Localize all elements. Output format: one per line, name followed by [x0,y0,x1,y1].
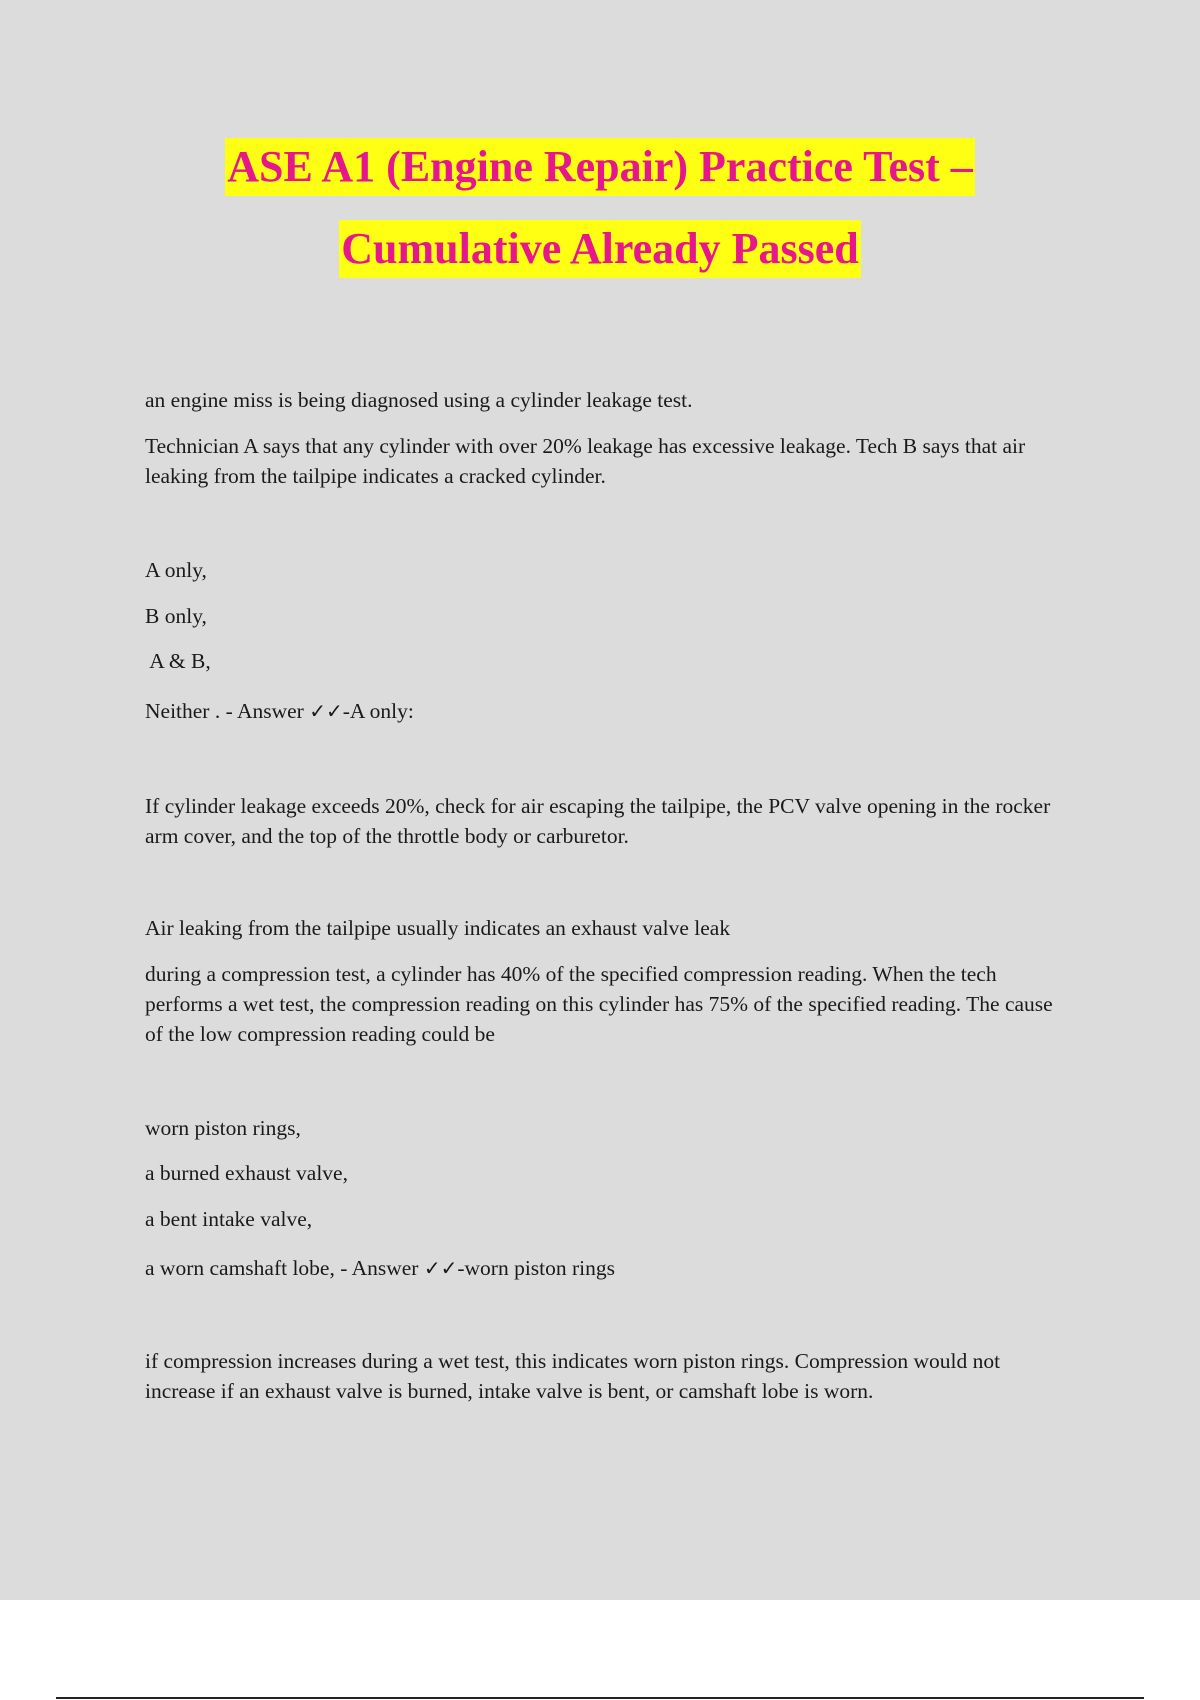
q2-explanation: if compression increases during a wet test, this indicates worn piston rings. Compression would not increase if an exhaust valve is burned, intake valve is bent, or camshaft lobe is worn. [145,1349,1001,1403]
q2-option-3: a bent intake valve, [145,1207,313,1231]
title-line-2: Cumulative Already Passed [339,220,860,278]
title-line-1: ASE A1 (Engine Repair) Practice Test – [225,138,975,196]
q1-option-3: A & B, [145,649,211,673]
document-title [0,138,1200,278]
q1-option-2: B only, [145,604,207,628]
q1-explanation: If cylinder leakage exceeds 20%, check for air escaping the tailpipe, the PCV valve opening in the rocker arm cover, and the top of the throttle body or carburetor. [145,794,1051,848]
q2-prompt: during a compression test, a cylinder has 40% of the specified compression reading. When the tech performs a wet test, the compression reading on this cylinder has 75% of the specified reading. The cause of the low compression reading could be [145,962,1053,1046]
q1-option-4: Neither . - Answer [145,699,310,723]
q2-option-2: a burned exhaust valve, [145,1161,348,1185]
q2-option-1: worn piston rings, [145,1116,301,1140]
q1-option-4-answer [145,696,1075,726]
q2-option-4: a worn camshaft lobe, - Answer [145,1256,424,1280]
footer-divider [56,1697,1144,1699]
checkmark-icon: ✓✓ [423,1256,458,1280]
q1-answer: -A only: [342,699,414,723]
q1-option-1: A only, [145,558,207,582]
q1-prompt: an engine miss is being diagnosed using a cylinder leakage test. [145,388,693,412]
q2-option-4-answer [145,1253,1075,1283]
q1-explanation-2: Air leaking from the tailpipe usually indicates an exhaust valve leak [145,916,731,940]
checkmark-icon: ✓✓ [309,699,343,723]
q1-statement: Technician A says that any cylinder with over 20% leakage has excessive leakage. Tech B says that air leaking from the tailpipe indicates a cracked cylinder. [145,434,1026,488]
q2-answer: -worn piston rings [457,1256,616,1280]
